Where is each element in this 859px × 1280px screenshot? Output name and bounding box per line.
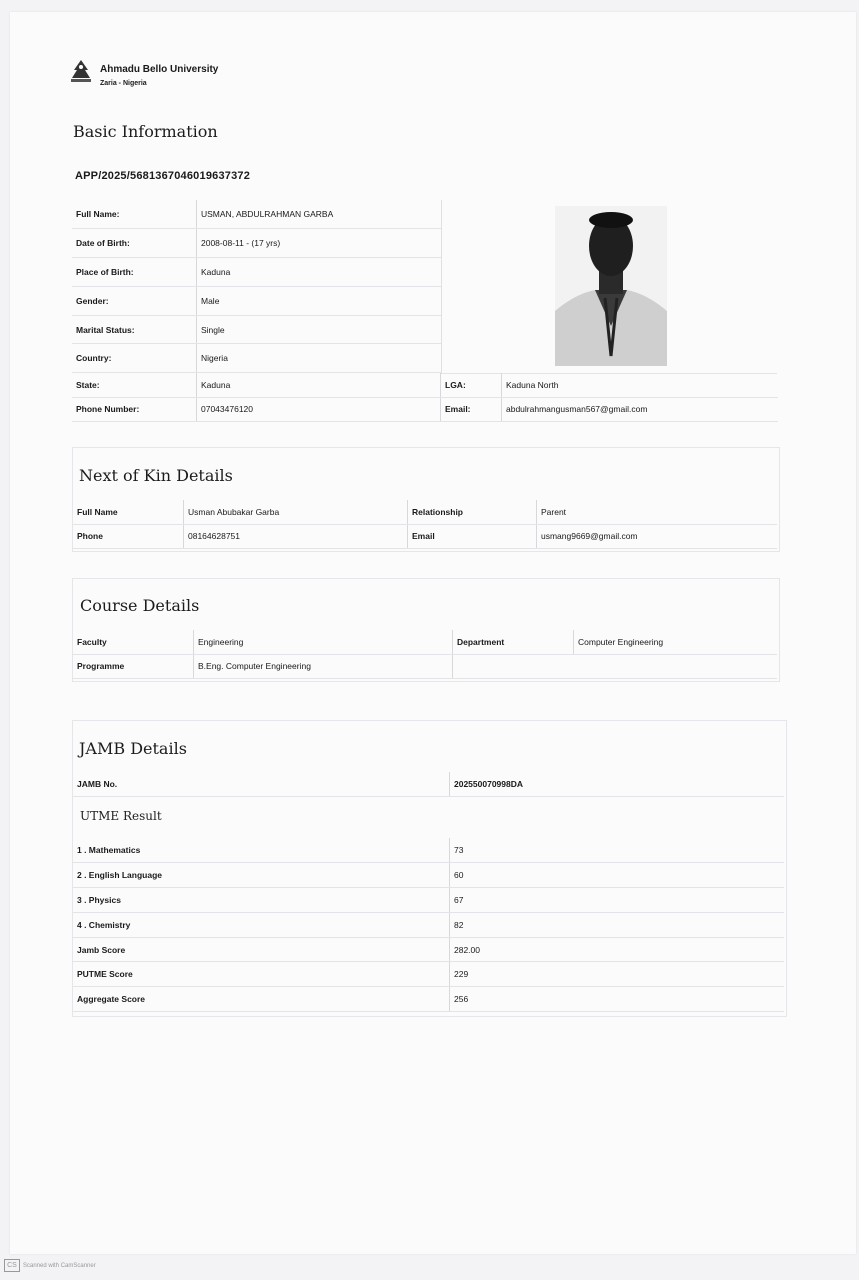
scanner-watermark: CS Scanned with CamScanner — [4, 1259, 96, 1272]
utme-subject-label: Jamb Score — [73, 937, 450, 962]
email-label: Email: — [441, 397, 502, 421]
utme-subject-label: 2 . English Language — [73, 863, 450, 888]
utme-result-title: UTME Result — [80, 809, 162, 823]
lga-label: LGA: — [441, 373, 502, 397]
passport-photo-cell — [441, 200, 777, 374]
jamb-no-label: JAMB No. — [73, 772, 450, 796]
camscanner-icon: CS — [4, 1259, 20, 1272]
department-label: Department — [453, 630, 574, 654]
utme-score-value: 82 — [450, 912, 785, 937]
kin-relationship-value: Parent — [537, 500, 778, 524]
kin-name-value: Usman Abubakar Garba — [184, 500, 408, 524]
utme-result-row — [73, 912, 784, 937]
utme-result-row — [73, 888, 784, 913]
utme-score-value: 229 — [450, 962, 785, 987]
kin-phone-label: Phone — [73, 524, 184, 548]
utme-score-value: 282.00 — [450, 937, 785, 962]
department-value: Computer Engineering — [574, 630, 778, 654]
basic-info-label: Marital Status: — [72, 315, 197, 344]
course-table — [73, 630, 777, 679]
basic-info-value: Kaduna — [197, 258, 442, 287]
passport-photo — [555, 206, 667, 366]
basic-info-row — [72, 315, 441, 344]
phone-label: Phone Number: — [72, 397, 197, 421]
basic-info-row — [72, 344, 441, 373]
state-value: Kaduna — [197, 373, 441, 397]
application-number: APP/2025/5681367046019637372 — [75, 170, 251, 182]
phone-value: 07043476120 — [197, 397, 441, 421]
faculty-label: Faculty — [73, 630, 194, 654]
kin-relationship-label: Relationship — [408, 500, 537, 524]
basic-info-row — [72, 258, 441, 287]
basic-info-label: Country: — [72, 344, 197, 373]
utme-score-value: 60 — [450, 863, 785, 888]
utme-subject-label: Aggregate Score — [73, 987, 450, 1012]
utme-subject-label: PUTME Score — [73, 962, 450, 987]
state-label: State: — [72, 373, 197, 397]
utme-score-value: 73 — [450, 838, 785, 863]
utme-subject-label: 1 . Mathematics — [73, 838, 450, 863]
basic-info-label: Full Name: — [72, 200, 197, 229]
kin-title: Next of Kin Details — [79, 466, 233, 485]
utme-score-value: 67 — [450, 888, 785, 913]
utme-result-row — [73, 962, 784, 987]
university-location: Zaria - Nigeria — [100, 80, 147, 87]
university-logo-icon — [68, 58, 94, 86]
utme-result-row — [73, 987, 784, 1012]
kin-table — [73, 500, 777, 549]
kin-name-label: Full Name — [73, 500, 184, 524]
utme-result-row — [73, 838, 784, 863]
utme-result-table — [73, 838, 784, 1012]
course-title: Course Details — [80, 596, 200, 615]
basic-info-row — [72, 229, 441, 258]
basic-info-table — [72, 200, 441, 373]
utme-score-value: 256 — [450, 987, 785, 1012]
utme-subject-label: 4 . Chemistry — [73, 912, 450, 937]
utme-result-row — [73, 937, 784, 962]
jamb-no-table — [73, 772, 784, 797]
utme-result-row — [73, 863, 784, 888]
email-value: abdulrahmangusman567@gmail.com — [502, 397, 779, 421]
basic-info-label: Date of Birth: — [72, 229, 197, 258]
basic-info-label: Place of Birth: — [72, 258, 197, 287]
utme-subject-label: 3 . Physics — [73, 888, 450, 913]
programme-label: Programme — [73, 654, 194, 678]
basic-info-row — [72, 200, 441, 229]
basic-info-value: Single — [197, 315, 442, 344]
jamb-no-value: 202550070998DA — [450, 772, 785, 796]
basic-info-title: Basic Information — [73, 122, 218, 141]
jamb-title: JAMB Details — [79, 739, 187, 758]
kin-email-label: Email — [408, 524, 537, 548]
kin-phone-value: 08164628751 — [184, 524, 408, 548]
programme-value: B.Eng. Computer Engineering — [194, 654, 453, 678]
basic-info-value: USMAN, ABDULRAHMAN GARBA — [197, 200, 442, 229]
university-name: Ahmadu Bello University — [100, 64, 219, 75]
basic-info-label: Gender: — [72, 286, 197, 315]
basic-info-value: 2008-08-11 - (17 yrs) — [197, 229, 442, 258]
lga-value: Kaduna North — [502, 373, 779, 397]
kin-email-value: usmang9669@gmail.com — [537, 524, 778, 548]
basic-info-value: Male — [197, 286, 442, 315]
contact-table — [72, 373, 778, 422]
faculty-value: Engineering — [194, 630, 453, 654]
basic-info-value: Nigeria — [197, 344, 442, 373]
basic-info-row — [72, 286, 441, 315]
